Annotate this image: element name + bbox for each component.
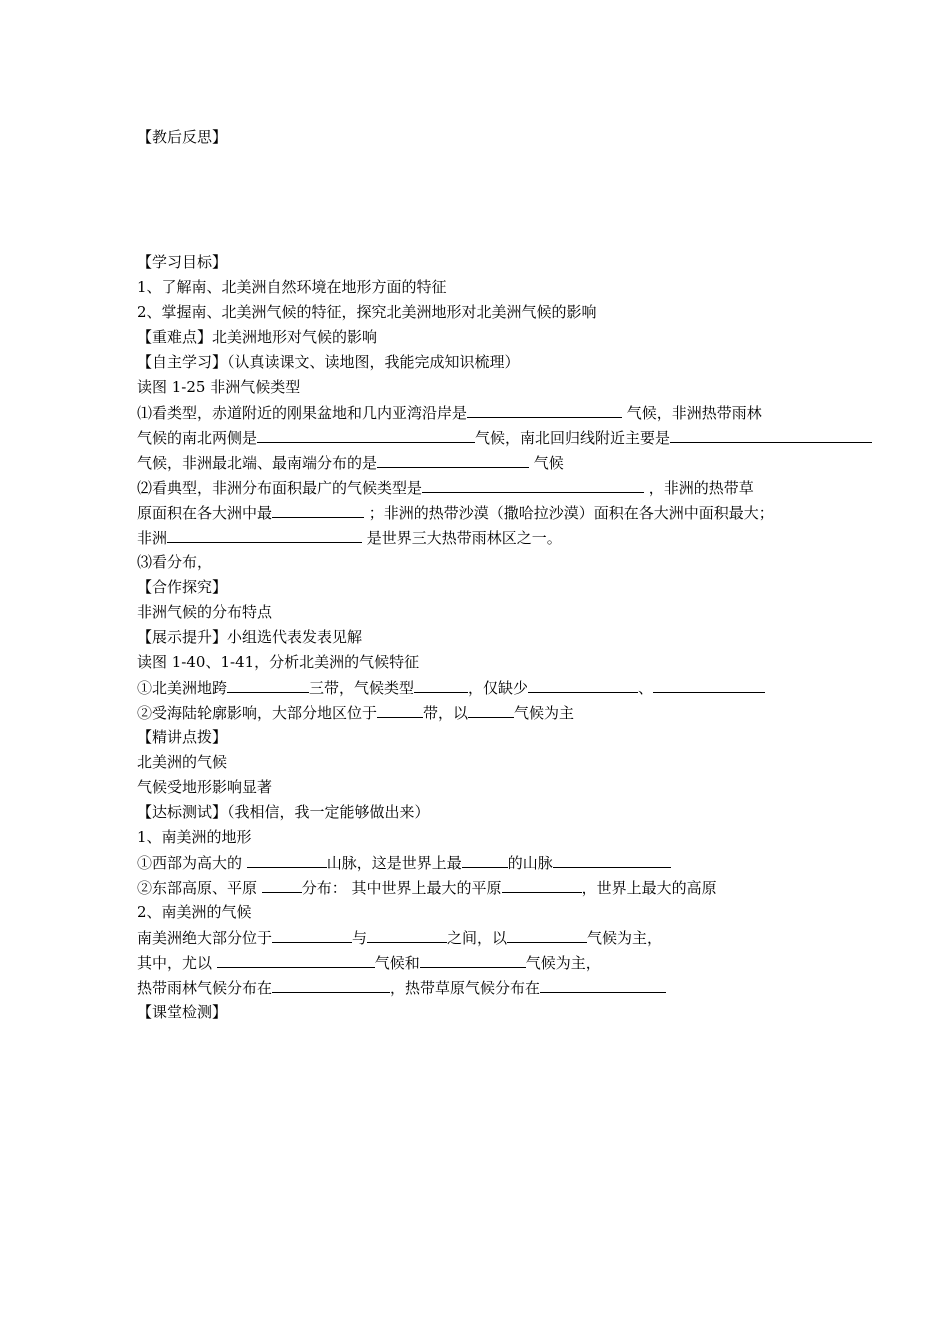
question-text: ②受海陆轮廓影响，大部分地区位于 [137,704,378,722]
question-text: 山脉，这是世界上最 [326,854,462,872]
answer-blank[interactable] [507,927,587,943]
answer-blank[interactable] [272,977,390,993]
test-section-2-question-3 [137,977,666,998]
question-3: ⑶看分布， [137,553,213,571]
test-section-1-question-1 [137,852,671,873]
answer-blank[interactable] [422,477,644,493]
answer-blank[interactable] [467,402,622,418]
read-figure-1-40: 读图 1-40、1-41，分析北美洲的气候特征 [137,653,420,671]
question-text: 原面积在各大洲中最 [137,504,273,522]
self-study-label: 【自主学习】 [137,353,228,371]
question-text: 气候为主 [514,704,575,722]
self-study-text: （认真读课文、读地图，我能完成知识梳理） [227,353,520,371]
cooperation-heading: 【合作探究】 [137,578,228,596]
question-2-line-2 [137,502,774,523]
test-section-2-question-2 [137,952,601,973]
explanation-heading: 【精讲点拨】 [137,728,228,746]
answer-blank[interactable] [377,452,529,468]
answer-blank[interactable] [247,852,327,868]
presentation-label: 【展示提升】 [137,628,228,646]
question-text: ，非洲的热带草 [644,479,754,497]
question-text: ⑴看类型，赤道附近的刚果盆地和几内亚湾沿岸是 [137,404,468,422]
answer-blank[interactable] [420,952,526,968]
key-points-label: 【重难点】 [137,328,213,346]
question-text: 分布： 其中世界上最大的平原 [301,879,502,897]
question-text: 其中，尤以 [137,954,217,972]
north-america-question-1 [137,677,765,698]
key-points-text: 北美洲地形对气候的影响 [212,328,378,346]
question-text: 气候为主， [587,929,663,947]
test-section-1-question-2 [137,877,717,898]
question-text: ，世界上最大的高原 [581,879,717,897]
question-1-line-3 [137,452,564,473]
question-text: ①西部为高大的 [137,854,247,872]
presentation-text: 小组选代表发表见解 [227,628,363,646]
answer-blank[interactable] [502,877,582,893]
north-america-question-2 [137,702,574,723]
explanation-line-2: 气候受地形影响显著 [137,778,273,796]
question-text: 带，以 [423,704,469,722]
question-text: 气候为主， [525,954,601,972]
question-text: ，仅缺少 [468,679,529,697]
answer-blank[interactable] [670,427,872,443]
question-text: 气候和 [374,954,420,972]
test-text: （我相信，我一定能够做出来） [227,803,430,821]
answer-blank[interactable] [262,877,302,893]
answer-blank[interactable] [257,427,475,443]
question-text: 气候 [529,454,564,472]
objective-item-2: 2、掌握南、北美洲气候的特征，探究北美洲地形对北美洲气候的影响 [137,303,597,321]
answer-blank[interactable] [414,677,468,693]
question-text: ；非洲的热带沙漠（撒哈拉沙漠）面积在各大洲中面积最大； [364,504,774,522]
question-1-line-1 [137,402,762,423]
question-2-line-1 [137,477,754,498]
question-text: ⑵看典型，非洲分布面积最广的气候类型是 [137,479,423,497]
question-text: 、 [638,679,654,697]
test-section-2: 2、南美洲的气候 [137,903,252,921]
question-text: 与 [352,929,368,947]
question-1-line-2 [137,427,872,448]
answer-blank[interactable] [553,852,671,868]
test-label: 【达标测试】 [137,803,228,821]
answer-blank[interactable] [540,977,666,993]
answer-blank[interactable] [167,527,362,543]
test-line [137,802,430,822]
question-text: 之间，以 [447,929,508,947]
question-text: ，热带草原气候分布在 [390,979,541,997]
question-text: ①北美洲地跨 [137,679,228,697]
question-text: 气候的南北两侧是 [137,429,258,447]
answer-blank[interactable] [462,852,508,868]
answer-blank[interactable] [653,677,765,693]
question-text: ②东部高原、平原 [137,879,262,897]
key-points-line [137,327,377,347]
question-text: 的山脉 [507,854,553,872]
cooperation-text: 非洲气候的分布特点 [137,603,273,621]
answer-blank[interactable] [217,952,375,968]
question-text: 热带雨林气候分布在 [137,979,273,997]
test-section-2-question-1 [137,927,662,948]
read-figure-1-25: 读图 1-25 非洲气候类型 [137,378,301,396]
self-study-line [137,352,520,372]
question-text: 气候，南北回归线附近主要是 [475,429,671,447]
objective-item-1: 1、了解南、北美洲自然环境在地形方面的特征 [137,278,447,296]
test-section-1: 1、南美洲的地形 [137,828,252,846]
question-text: 非洲 [137,529,168,547]
answer-blank[interactable] [528,677,638,693]
presentation-line [137,627,362,647]
explanation-line-1: 北美洲的气候 [137,753,228,771]
question-text: 气候，非洲热带雨林 [622,404,762,422]
classroom-check-heading: 【课堂检测】 [137,1003,228,1021]
answer-blank[interactable] [272,927,352,943]
answer-blank[interactable] [227,677,309,693]
answer-blank[interactable] [468,702,514,718]
reflection-heading: 【教后反思】 [137,128,228,146]
question-text: 南美洲绝大部分位于 [137,929,273,947]
question-text: 是世界三大热带雨林区之一。 [362,529,562,547]
answer-blank[interactable] [272,502,364,518]
answer-blank[interactable] [377,702,423,718]
answer-blank[interactable] [367,927,447,943]
objectives-heading: 【学习目标】 [137,253,228,271]
question-text: 三带，气候类型 [309,679,415,697]
question-text: 气候，非洲最北端、最南端分布的是 [137,454,378,472]
question-2-line-3 [137,527,562,548]
